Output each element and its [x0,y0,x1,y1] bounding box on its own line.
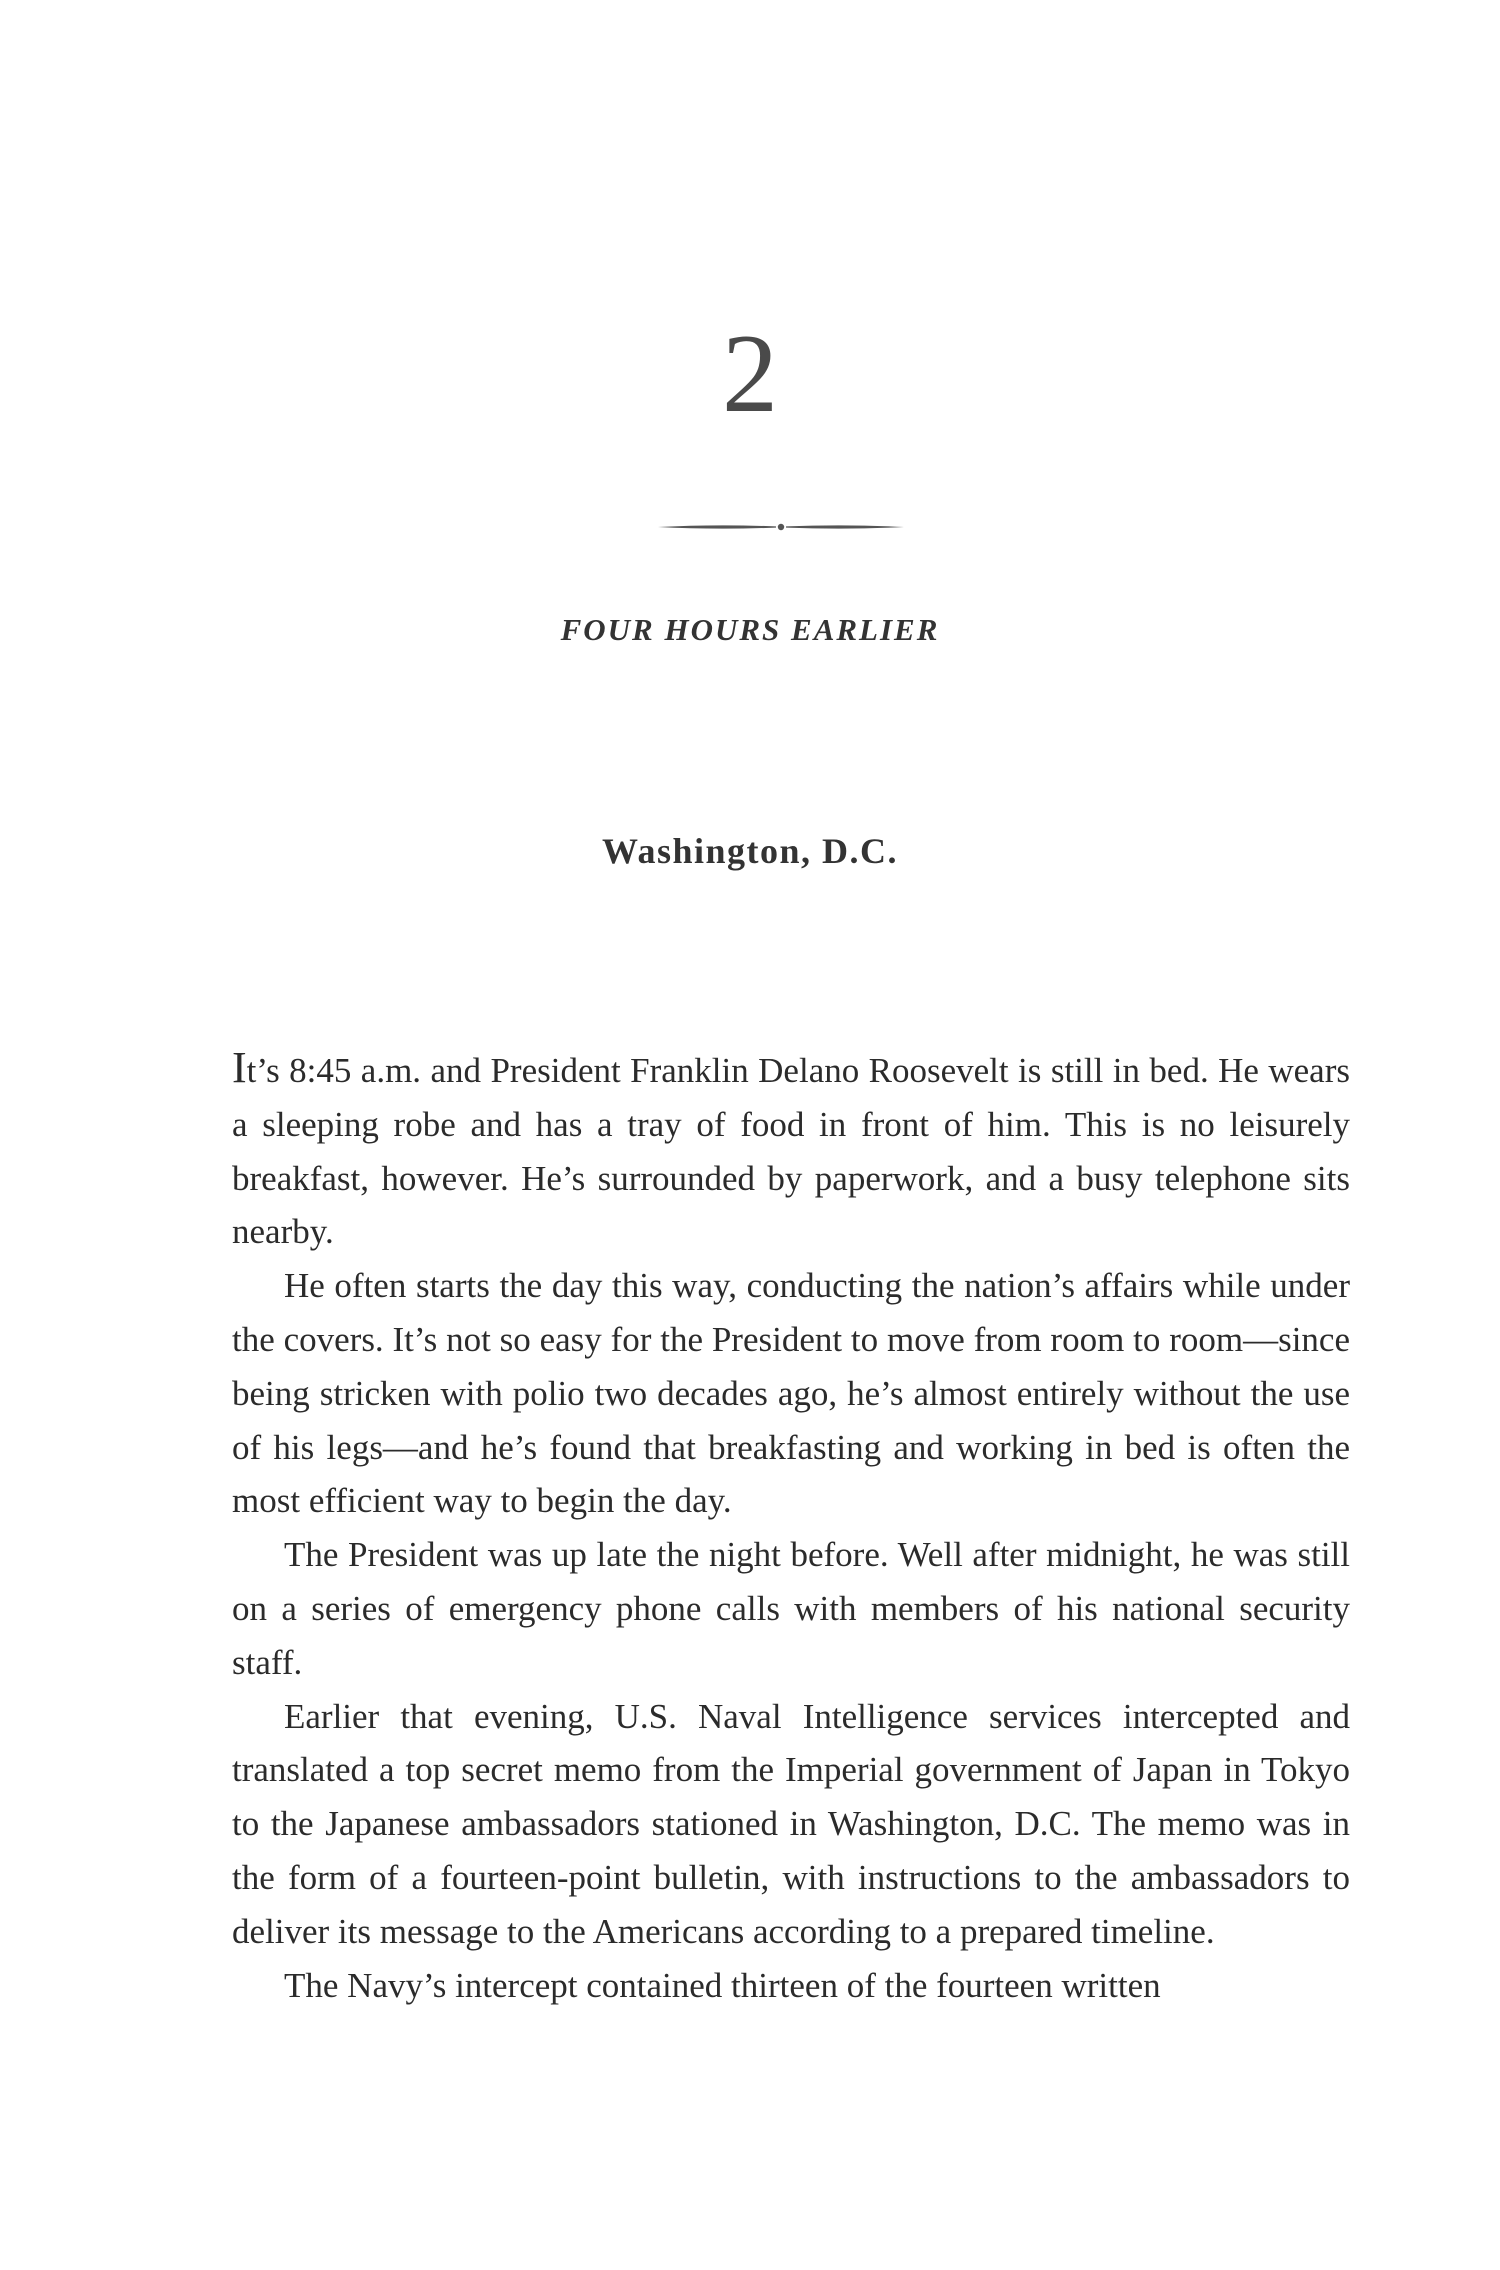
chapter-number: 2 [722,312,778,436]
drop-cap-initial: I [232,1043,247,1092]
paragraph-text: t’s 8:45 a.m. and President Franklin Delano Roosevelt is still in bed. He wears a sleeping robe and has a tray of food in front of him. This is no leisurely breakfast, however. He’s surrounded by paperwork, and a busy telephone sits nearby. [232,1051,1350,1252]
chapter-subtitle: FOUR HOURS EARLIER [560,612,940,647]
paragraph: Earlier that evening, U.S. Naval Intelligence services intercepted and translated a top secret memo from the Imperial government of Japan in Tokyo to the Japanese ambassadors stationed in Washington, D.C. The memo was in the form of a fourteen-point bulletin, with instructions to the ambassadors to deliver its message to the Americans according to a prepared timeline. [232,1696,1350,1951]
chapter-ornament-divider [656,520,906,534]
paragraph: The Navy’s intercept contained thirteen of the fourteen written [284,1965,1161,2005]
paragraph: He often starts the day this way, conducting the nation’s affairs while under the covers. It’s not so easy for the President to move from room to room—since being stricken with polio two decades ago, he’s almost entirely without the use of his legs—and he’s found that breakfasting and working in bed is often the most efficient way to begin the day. [232,1266,1350,1521]
paragraph: The President was up late the night before. Well after midnight, he was still on a series of emergency phone calls with members of his national security staff. [232,1535,1350,1682]
location-heading: Washington, D.C. [601,831,899,871]
body-text [232,1044,1350,2012]
paragraph [232,1044,1350,1259]
